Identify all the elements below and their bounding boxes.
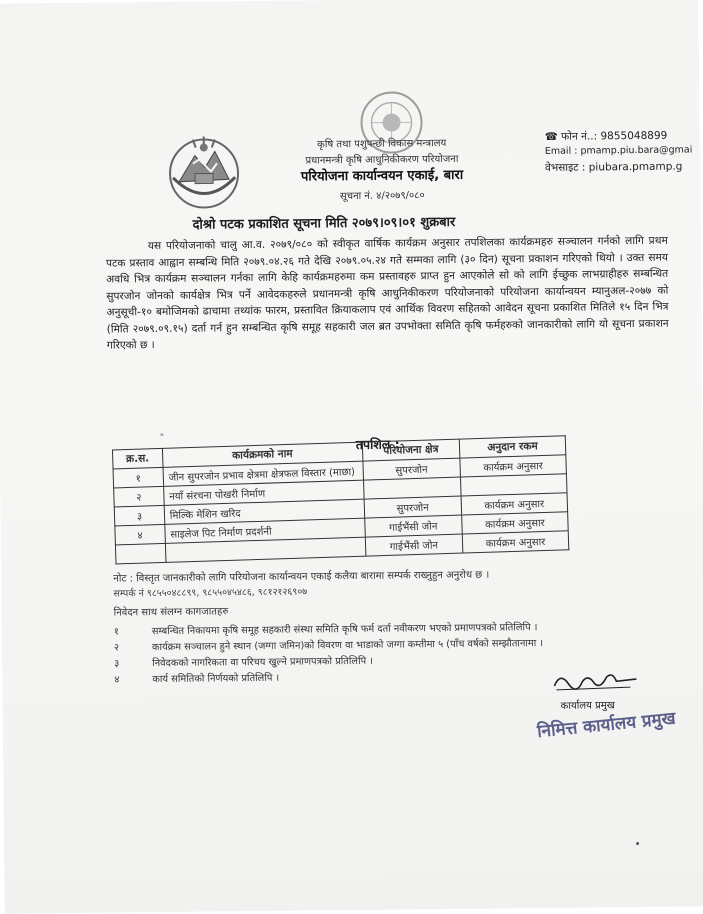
notice-number: सूचना नं. ४/२०७९/०८० <box>339 190 425 203</box>
row-grant-amount: कार्यक्रम अनुसार <box>461 493 568 515</box>
row-project-area: गाईभैंसी जोन <box>365 534 463 556</box>
row-program-name: साइलेज पिट निर्माण प्रदर्शनी <box>165 518 365 543</box>
row-project-area: गाईभैंसी जोन <box>364 515 462 537</box>
attachments-heading: निवेदन साथ संलग्न कागजातहरु <box>113 606 229 619</box>
row-grant-amount: कार्यक्रम अनुसार <box>460 455 567 477</box>
row-project-area: सुपरजोन <box>363 458 461 480</box>
header-program-name: कार्यक्रमको नाम <box>162 442 362 467</box>
note-text: नोट : विस्तृत जानकारीको लागि परियोजना कार्यान्वयन एकाई कलैया बारामा सम्पर्क राख्नुहुन अनुरोध छ । <box>113 569 490 585</box>
list-item: २ कार्यक्रम सञ्चालन हुने स्थान (जग्गा जमिन)को विवरण वा भाडाको जग्गा कम्तीमा ५ (पाँच वर्षको सम्झौतानामा । <box>113 638 544 654</box>
acting-chief-stamp: निमित्त कार्यालय प्रमुख <box>536 708 677 743</box>
ministry-name: कृषि तथा पशुपन्छी विकास मन्त्रालय <box>317 137 447 151</box>
contact-numbers: सम्पर्क नं ९८५५०४८८९९, ९८५५०४५४८६, ९८१२१२६९०७ <box>113 586 308 600</box>
row-serial: २ <box>114 486 164 507</box>
row-grant-amount: कार्यक्रम अनुसार <box>462 531 569 553</box>
unit-name: परियोजना कार्यान्वयन एकाई, बारा <box>300 167 464 185</box>
header-grant-amount: अनुदान रकम <box>459 436 566 458</box>
notice-body: यस परियोजनाको चालु आ.व. २०७९/०८० को स्वीकृत वार्षिक कार्यक्रम अनुसार तपशिलका कार्यक्रमहरु सञ्चालन गर्नको लागि प्रथम पटक प्रस्ताव आह्वान सम्बन्धि मिति २०७९.०४.२६ गते देखि २०७९.०५.२४ गते सम्मका लागि (३० दिन) सूचना प्रकाशन गरिएको थियो । उक्त समय अवधि भित्र कार्यक्रम सञ्चालन गर्नका लागि केहि कार्यक्रमहरुमा कम प्रस्तावहरु प्राप्त हुन आएकोले सो को लागि ईच्छुक लाभग्राहीहरु सम्बन्धित सुपरजोन जोनको कार्यक्षेत्र भित्र पर्ने आवेदकहरुले प्रधानमन्त्री कृषि आधुनिकीकरण परियोजनाको परियोजना कार्यान्वयन म्यानुअल-२०७७ को अनुसूची-१० बमोजिमको ढाचामा तथ्यांक फारम, प्रस्तावित क्रियाकलाप एवं आर्थिक विवरण सहितको आवेदन सूचना प्रकाशित मितिले १५ दिन भित्र (मिति २०७९.०९.१५) दर्ता गर्न हुन सम्बन्धित कृषि समूह सहकारी जल ब्रत उपभोक्ता समिति कृषि फर्महरुको जानकारीको लागि यो सूचना प्रकाशन गरिएको छ । <box>105 234 669 352</box>
header-project-area: परियोजना क्षेत्र <box>362 439 460 461</box>
row-serial: ३ <box>114 505 164 526</box>
signatory-title: कार्यालय प्रमुख <box>560 700 615 712</box>
list-item: १ सम्बन्धित निकायमा कृषि समूह सहकारी संस्था समिति कृषि फर्म दर्ता नवीकरण भएको प्रमाणपत्रको प्रतिलिपि । <box>113 622 538 638</box>
nepal-emblem-icon <box>165 133 244 214</box>
row-serial <box>115 543 165 564</box>
contact-website: वेभसाइट : piubara.pmamp.g <box>544 160 683 174</box>
project-name: प्रधानमन्त्री कृषि आधुनिकीकरण परियोजना <box>305 153 459 167</box>
row-project-area: सुपरजोन <box>364 496 462 518</box>
schedule-table <box>112 432 569 564</box>
row-program-name: नयाँ संरचना पोखरी निर्माण <box>163 480 363 505</box>
list-item: ४ कार्य समितिको निर्णयको प्रतिलिपि । <box>114 672 280 686</box>
row-grant-amount: कार्यक्रम अनुसार <box>462 512 569 534</box>
contact-phone: ☎ फोन नं..: 9855048899 <box>544 129 668 143</box>
phone-icon: ☎ <box>544 130 558 143</box>
row-program-name: जीन सुपरजोन प्रभाव क्षेत्रमा क्षेत्रफल विस्तार (माछा) <box>163 461 363 486</box>
row-program-name: मिल्कि मेशिन खरिद <box>164 499 364 524</box>
signature-icon <box>550 667 640 694</box>
table-mark: " <box>159 432 165 444</box>
header-serial: क्र.स. <box>112 448 162 469</box>
schedule-title: तपशिल : <box>355 436 400 452</box>
notice-title: दोश्रो पटक प्रकाशित सूचना मिति २०७९।०९।०१ शुक्रबार <box>192 214 456 233</box>
contact-email: Email : pmamp.piu.bara@gmai <box>544 144 693 157</box>
page-dot <box>636 842 639 845</box>
list-item: ३ निवेदकको नागरिकता वा परिचय खुल्ने प्रमाणपत्रको प्रतिलिपि । <box>114 655 374 670</box>
row-serial: १ <box>113 467 163 488</box>
row-serial: ४ <box>115 524 165 545</box>
